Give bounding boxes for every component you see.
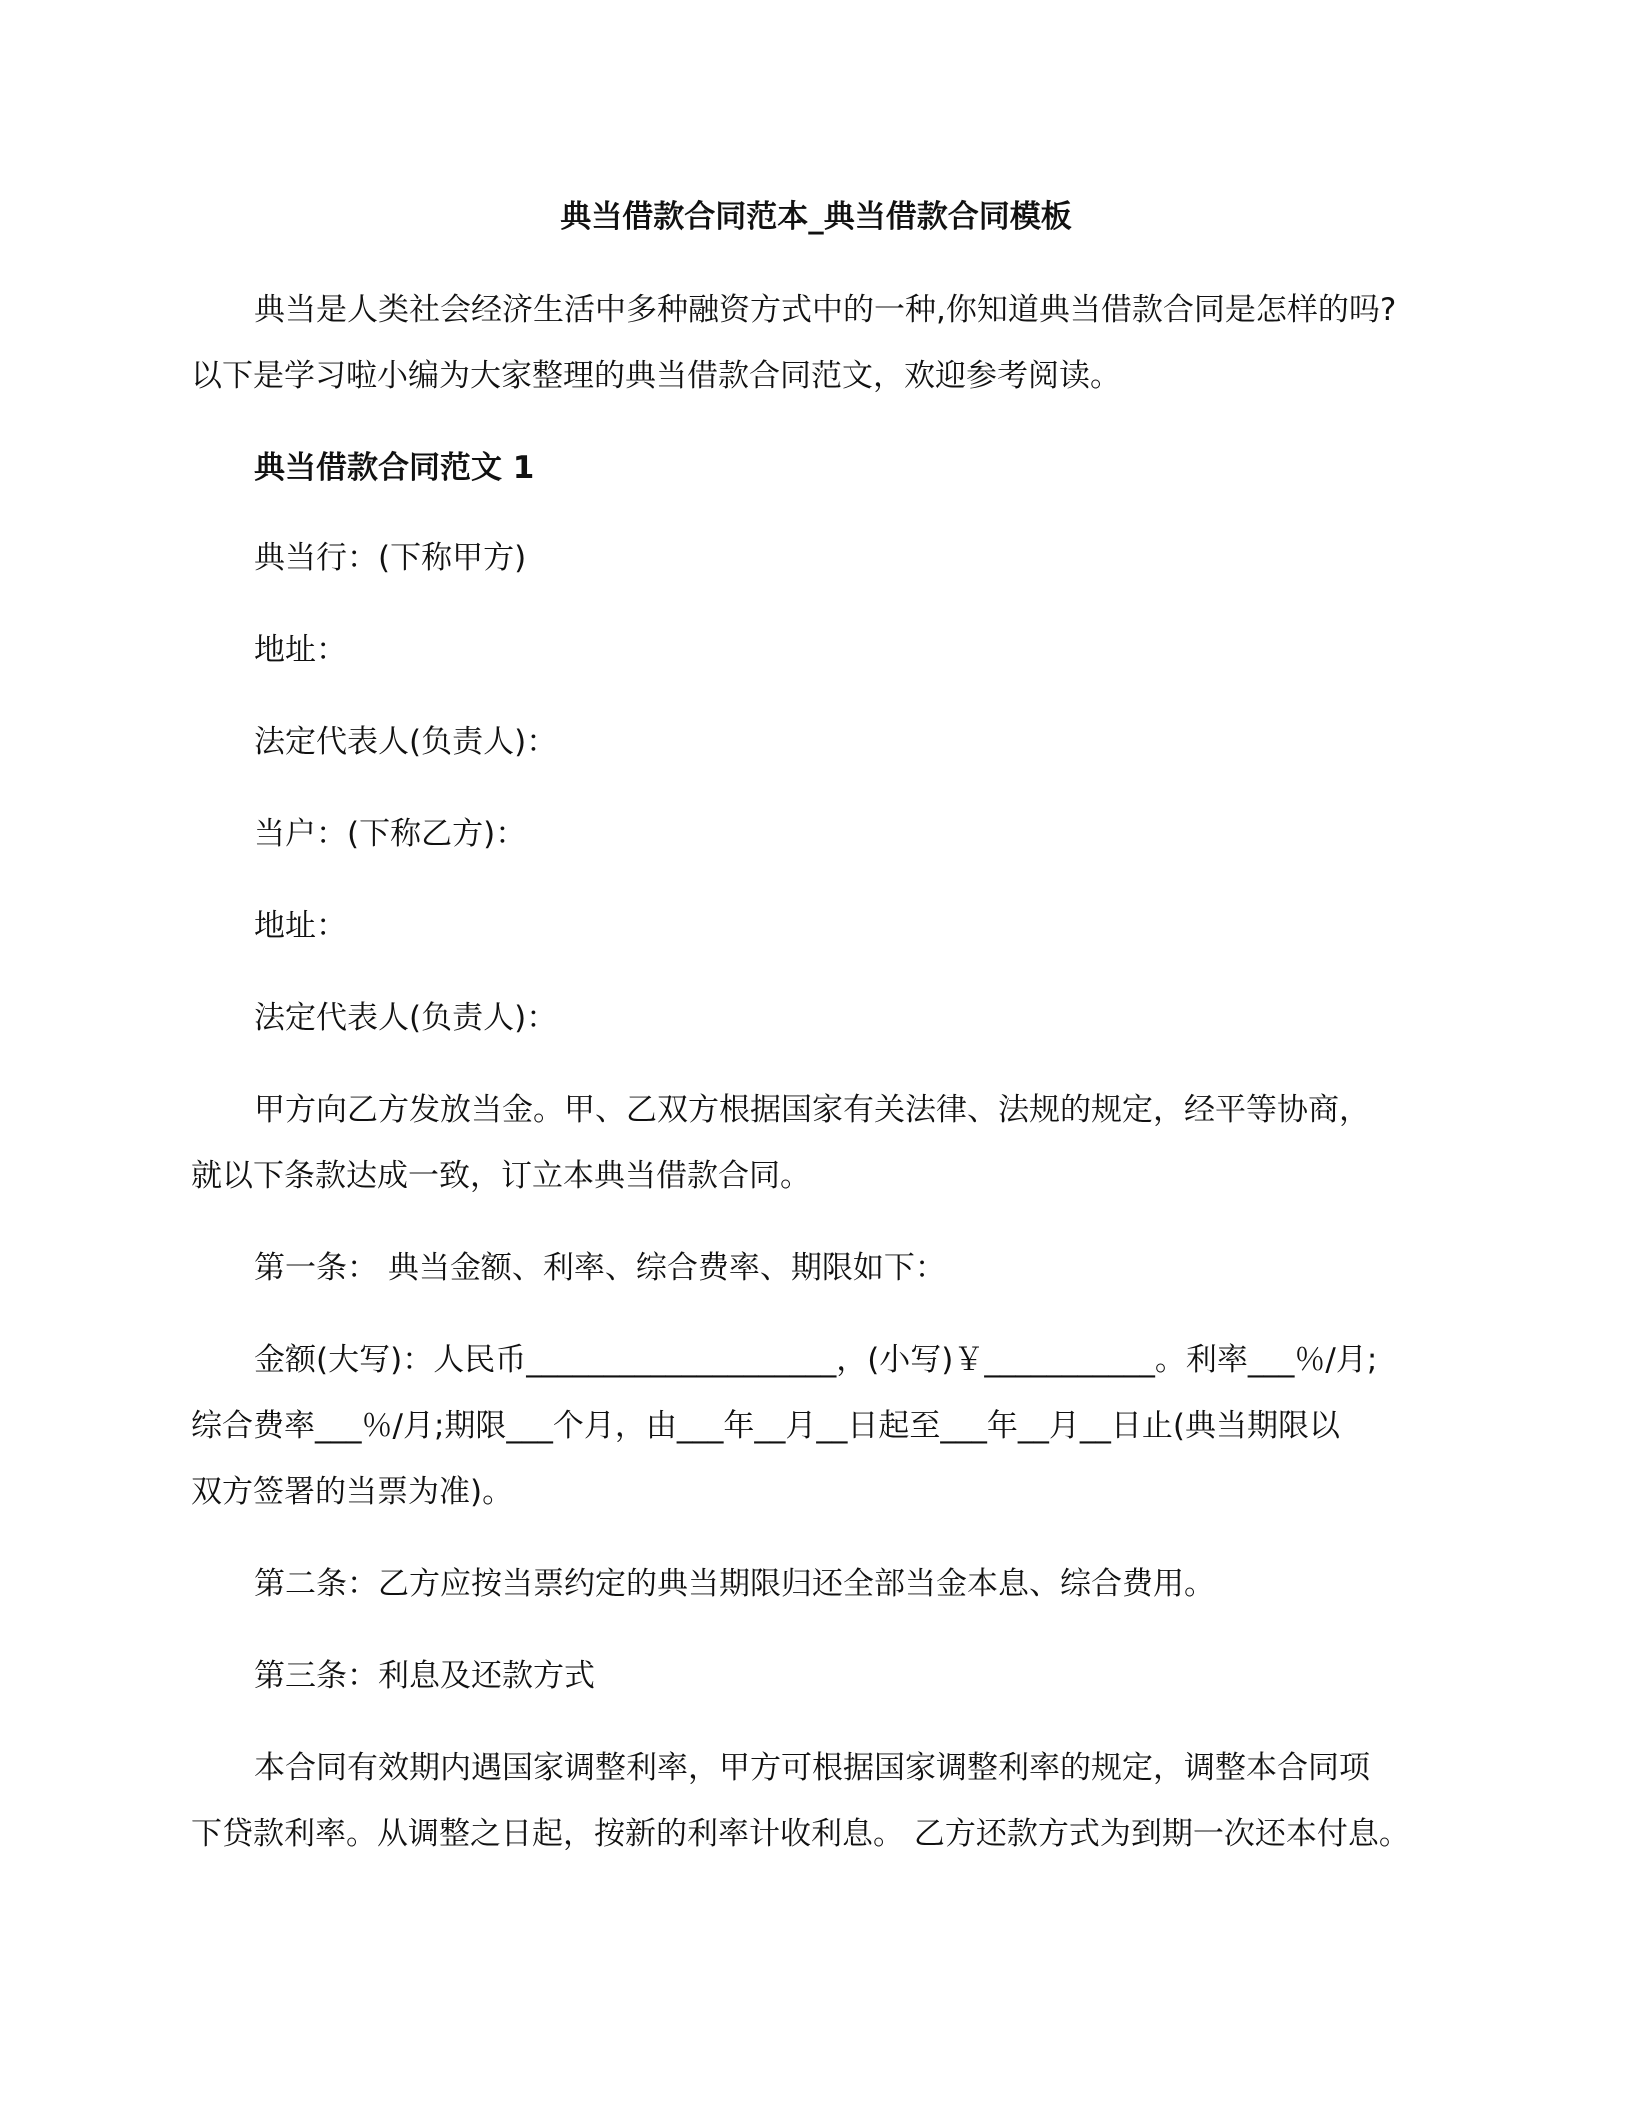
party-a-address: 地址： xyxy=(254,632,347,668)
section-heading: 典当借款合同范文 1 xyxy=(254,450,535,486)
preamble-line-2: 就以下条款达成一致，订立本典当借款合同。 xyxy=(191,1158,811,1194)
article-1-line-2: 综合费率___％/月;期限___个月，由___年__月__日起至___年__月__日止(典当期限以 xyxy=(191,1408,1340,1444)
party-b-address: 地址： xyxy=(254,908,347,944)
preamble-line-1: 甲方向乙方发放当金。甲、乙双方根据国家有关法律、法规的规定，经平等协商， xyxy=(254,1092,1370,1128)
article-1-line-1: 金额(大写)：人民币____________________，(小写)￥___________。利率___％/月; xyxy=(254,1342,1378,1378)
intro-line-1: 典当是人类社会经济生活中多种融资方式中的一种,你知道典当借款合同是怎样的吗? xyxy=(254,292,1397,328)
party-b-label: 当户：(下称乙方)： xyxy=(254,816,527,852)
intro-line-2: 以下是学习啦小编为大家整理的典当借款合同范文，欢迎参考阅读。 xyxy=(191,358,1121,394)
article-1-line-3: 双方签署的当票为准)。 xyxy=(191,1474,514,1510)
party-b-representative: 法定代表人(负责人)： xyxy=(254,1000,558,1036)
document-title: 典当借款合同范本_典当借款合同模板 xyxy=(560,199,1072,235)
article-3-line-1: 本合同有效期内遇国家调整利率，甲方可根据国家调整利率的规定，调整本合同项 xyxy=(254,1750,1370,1786)
article-3-heading: 第三条：利息及还款方式 xyxy=(254,1658,595,1694)
party-a-representative: 法定代表人(负责人)： xyxy=(254,724,558,760)
article-1-heading: 第一条： 典当金额、利率、综合费率、期限如下： xyxy=(254,1250,946,1286)
article-2-text: 第二条：乙方应按当票约定的典当期限归还全部当金本息、综合费用。 xyxy=(254,1566,1215,1602)
article-3-line-2: 下贷款利率。从调整之日起，按新的利率计收利息。 乙方还款方式为到期一次还本付息。 xyxy=(191,1816,1410,1852)
party-a-label: 典当行：(下称甲方) xyxy=(254,540,527,576)
